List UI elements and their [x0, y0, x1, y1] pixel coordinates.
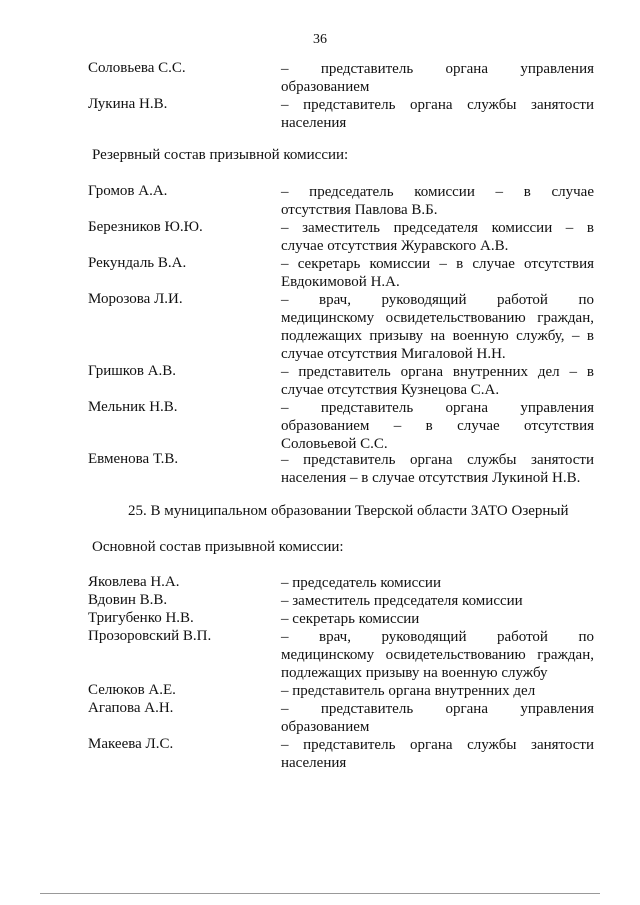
member-role — [281, 736, 594, 772]
member-role-line: медицинскому освидетельствованию граждан, — [281, 310, 594, 326]
member-role-line: – представитель органа службы занятости — [281, 737, 594, 753]
member-name: Яковлева Н.А. — [88, 574, 180, 590]
member-role — [281, 363, 594, 399]
member-name: Соловьева С.С. — [88, 60, 186, 76]
member-role-line: – врач, руководящий работой по — [281, 629, 594, 645]
member-role-line: – представитель органа управления — [281, 400, 594, 416]
member-role — [281, 700, 594, 736]
member-name: Евменова Т.В. — [88, 451, 179, 467]
member-role-line: – заместитель председателя комиссии – в — [281, 220, 594, 236]
member-role — [281, 574, 594, 592]
member-role-line: подлежащих призыву на военную службу — [281, 665, 548, 681]
member-name: Громов А.А. — [88, 183, 168, 199]
member-role — [281, 219, 594, 255]
member-role-line: – представитель органа службы занятости — [281, 97, 594, 113]
member-role-line: – представитель органа управления — [281, 701, 594, 717]
member-role-line: случае отсутствия Журавского А.В. — [281, 238, 509, 254]
member-role-line: образованием – в случае отсутствия — [281, 418, 594, 434]
member-role — [281, 399, 594, 453]
member-role-line: – секретарь комиссии — [281, 611, 420, 627]
member-role — [281, 451, 594, 487]
member-name: Агапова А.Н. — [88, 700, 174, 716]
member-name: Тригубенко Н.В. — [88, 610, 194, 626]
member-role-line: – представитель органа службы занятости — [281, 452, 594, 468]
footer-divider — [40, 893, 600, 894]
member-role-line: населения — [281, 755, 347, 771]
member-role-line: образованием — [281, 719, 370, 735]
member-role-line: случае отсутствия Мигаловой Н.Н. — [281, 346, 506, 362]
main-heading: Основной состав призывной комиссии: — [92, 539, 344, 555]
member-role-line: – заместитель председателя комиссии — [281, 593, 523, 609]
member-role — [281, 60, 594, 96]
member-role-line: – секретарь комиссии – в случае отсутствия — [281, 256, 594, 272]
member-name: Вдовин В.В. — [88, 592, 168, 608]
member-role-line: – председатель комиссии – в случае — [281, 184, 594, 200]
member-role-line: Соловьевой С.С. — [281, 436, 388, 452]
member-role-line: отсутствия Павлова В.Б. — [281, 202, 438, 218]
member-role-line: – представитель органа внутренних дел — [281, 683, 536, 699]
member-role-line: медицинскому освидетельствованию граждан, — [281, 647, 594, 663]
member-role-line: образованием — [281, 79, 370, 95]
member-name: Морозова Л.И. — [88, 291, 183, 307]
reserve-heading: Резервный состав призывной комиссии: — [92, 147, 349, 163]
member-role-line: населения – в случае отсутствия Лукиной Н.В. — [281, 470, 581, 486]
member-name: Селюков А.Е. — [88, 682, 176, 698]
member-role-line: – представитель органа управления — [281, 61, 594, 77]
member-role — [281, 682, 594, 700]
member-role-line: – председатель комиссии — [281, 575, 441, 591]
member-role-line: населения — [281, 115, 347, 131]
member-role-line: – представитель органа внутренних дел – в — [281, 364, 594, 380]
member-name: Гришков А.В. — [88, 363, 177, 379]
member-role — [281, 183, 594, 219]
member-name: Макеева Л.С. — [88, 736, 174, 752]
member-role-line: – врач, руководящий работой по — [281, 292, 594, 308]
member-name: Прозоровский В.П. — [88, 628, 212, 644]
section-heading: 25. В муниципальном образовании Тверской области ЗАТО Озерный — [128, 503, 569, 519]
member-name: Рекундаль В.А. — [88, 255, 187, 271]
member-role — [281, 96, 594, 132]
member-role-line: случае отсутствия Кузнецова С.А. — [281, 382, 500, 398]
member-role — [281, 255, 594, 291]
member-role-line: Евдокимовой Н.А. — [281, 274, 400, 290]
member-role — [281, 291, 594, 363]
member-name: Мельник Н.В. — [88, 399, 178, 415]
member-role-line: подлежащих призыву на военную службу, – в — [281, 328, 594, 344]
page-number: 36 — [313, 32, 327, 47]
member-role — [281, 628, 594, 682]
member-role — [281, 610, 594, 628]
member-role — [281, 592, 594, 610]
member-name: Березников Ю.Ю. — [88, 219, 203, 235]
member-name: Лукина Н.В. — [88, 96, 168, 112]
